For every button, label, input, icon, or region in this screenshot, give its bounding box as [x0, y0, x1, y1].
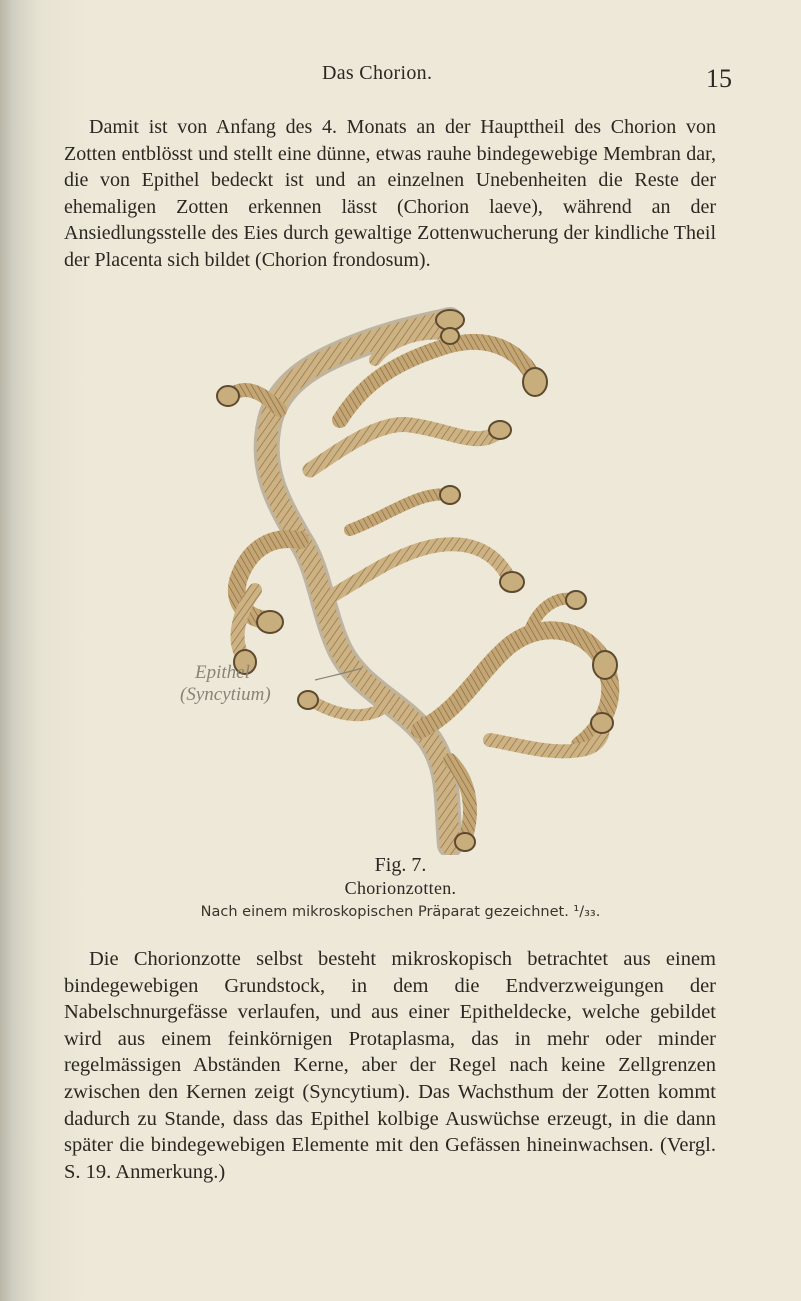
villi-illustration: [150, 300, 650, 855]
page-header: [0, 62, 801, 92]
page-number: 15: [706, 64, 732, 93]
figure-title: Chorionzotten.: [344, 878, 457, 898]
figure-chorionic-villi: [150, 300, 650, 855]
figure-note: Nach einem mikroskopischen Präparat gezeichnet. ¹/₃₃.: [200, 904, 601, 920]
paragraph-chorion-laeve: Damit ist von Anfang des 4. Monats an der Haupttheil des Chorion von Zotten entblösst und stellt eine dünne, etwas rauhe bindegewebige Membran dar, die von Epithel bedeckt ist und an einzelnen Unebenheiten die Reste der ehemaligen Zotten erkennen lässt (Chorion laeve), während an der Ansiedlungsstelle des Eies durch gewaltige Zottenwucherung der kindliche Theil der Placenta sich bildet (Chorion frondosum).: [64, 116, 716, 271]
figure-number: Fig. 7.: [374, 854, 427, 876]
label-epithel: Epithel: [195, 662, 250, 683]
label-syncytium: (Syncytium): [180, 684, 271, 705]
running-title: Das Chorion.: [322, 62, 433, 84]
villi-branches: [230, 320, 610, 845]
paragraph-chorionzotte: Die Chorionzotte selbst besteht mikroskopisch betrachtet aus einem bindegewebigen Grundstock, in dem die Endverzweigungen der Nabelschnurgefässe verlaufen, und aus einer Epitheldecke, welche gebildet wird aus einem feinkörnigen Protaplasma, das in mehr oder minder regelmässigen Abständen Kerne, aber der Regel nach keine Zellgrenzen zwischen den Kernen zeigt (Syncytium). Das Wachsthum der Zotten kommt dadurch zu Stande, dass das Epithel kolbige Auswüchse erzeugt, in die dann später die bindegewebigen Elemente mit den Gefässen hineinwachsen. (Vergl. S. 19. Anmerkung.): [64, 948, 716, 1183]
